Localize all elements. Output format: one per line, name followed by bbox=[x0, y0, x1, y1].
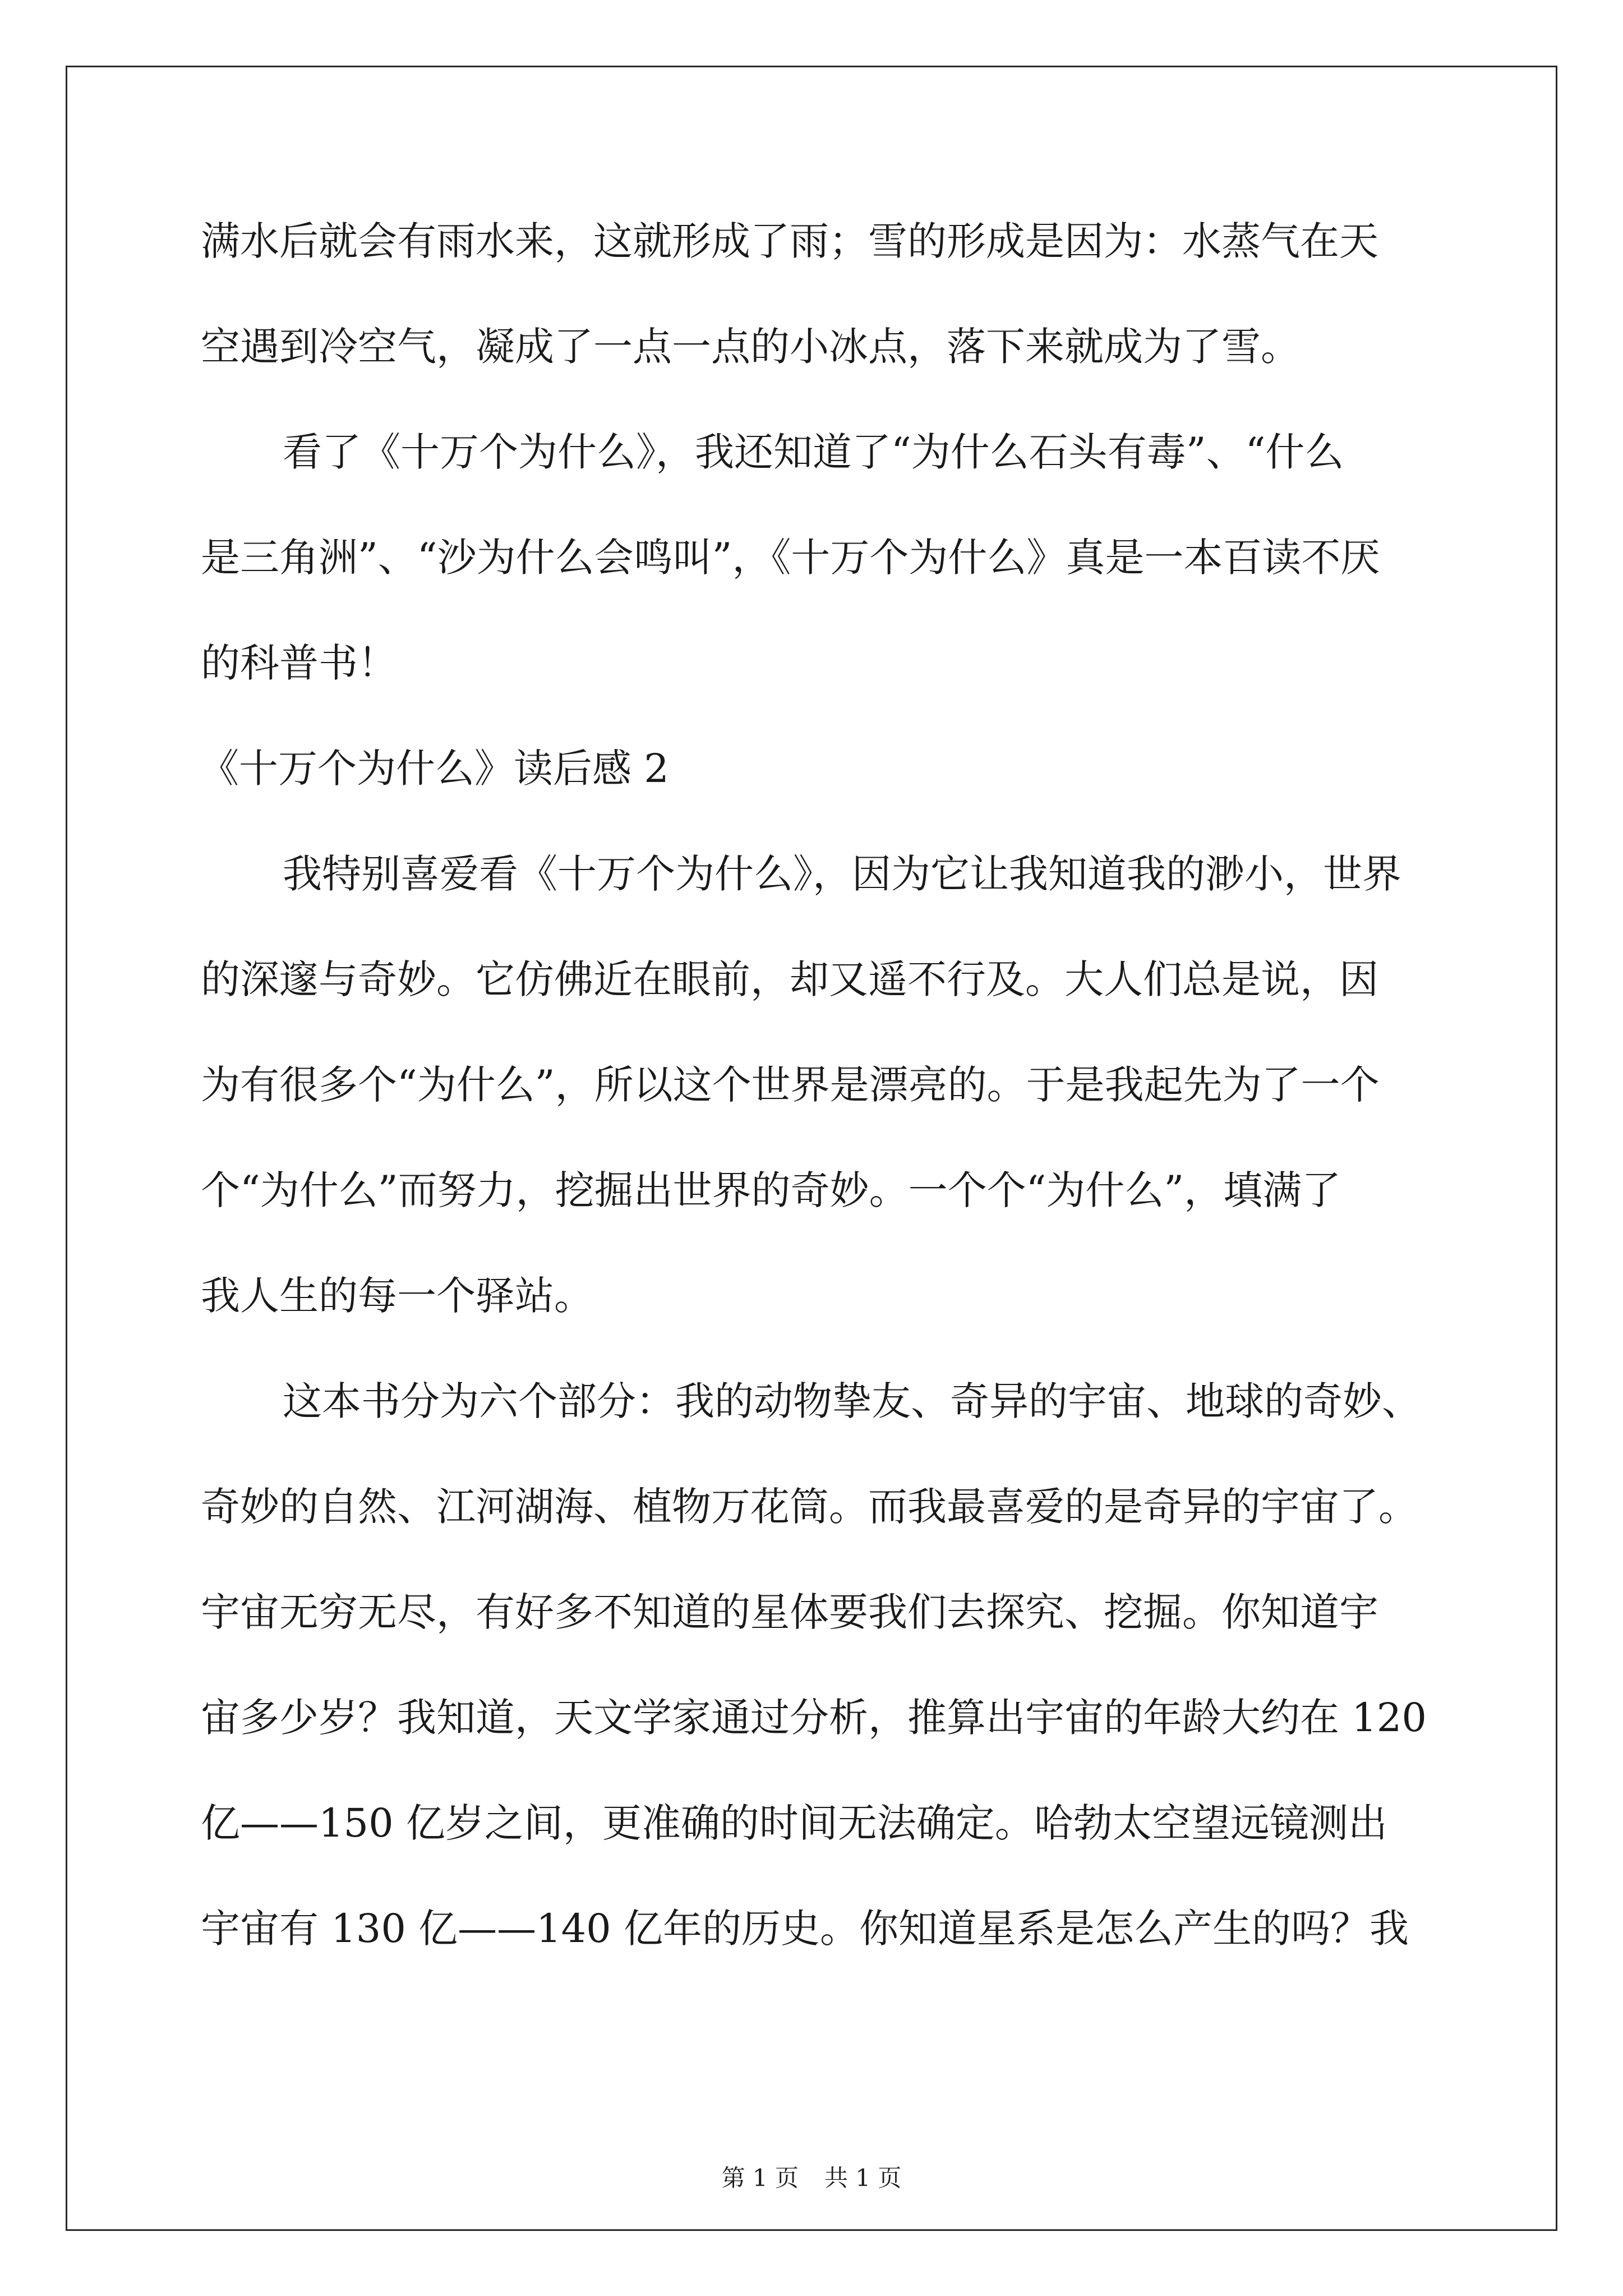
text-line: 空遇到冷空气，凝成了一点一点的小冰点，落下来就成为了雪。 bbox=[201, 324, 1300, 370]
page-total: 共 1 页 bbox=[824, 2164, 902, 2192]
paragraph-start: 这本书分为六个部分：我的动物挚友、奇异的宇宙、地球的奇妙、 bbox=[283, 1378, 1421, 1424]
paragraph-start: 看了《十万个为什么》，我还知道了“为什么石头有毒”、“什么 bbox=[283, 429, 1344, 475]
text-line: 是三角洲”、“沙为什么会鸣叫”，《十万个为什么》真是一本百读不厌 bbox=[201, 535, 1380, 581]
paragraph-start: 我特别喜爱看《十万个为什么》，因为它让我知道我的渺小，世界 bbox=[283, 851, 1401, 897]
text-line: 我人生的每一个驿站。 bbox=[201, 1273, 593, 1319]
text-line: 宙多少岁？我知道，天文学家通过分析，推算出宇宙的年龄大约在 120 bbox=[201, 1695, 1427, 1741]
section-heading: 《十万个为什么》读后感 2 bbox=[200, 746, 669, 792]
text-line: 奇妙的自然、江河湖海、植物万花筒。而我最喜爱的是奇异的宇宙了。 bbox=[201, 1484, 1418, 1530]
page-footer bbox=[0, 2166, 1623, 2190]
document-body bbox=[200, 218, 1435, 2014]
page-number: 第 1 页 bbox=[721, 2164, 799, 2192]
text-line: 为有很多个“为什么”，所以这个世界是漂亮的。于是我起先为了一个 bbox=[201, 1062, 1380, 1108]
text-line: 个“为什么”而努力，挖掘出世界的奇妙。一个个“为什么”，填满了 bbox=[201, 1167, 1341, 1213]
text-line: 的深邃与奇妙。它仿佛近在眼前，却又遥不行及。大人们总是说，因 bbox=[201, 956, 1378, 1002]
text-line: 亿——150 亿岁之间，更准确的时间无法确定。哈勃太空望远镜测出 bbox=[201, 1800, 1387, 1846]
text-line: 的科普书！ bbox=[201, 640, 397, 686]
text-line: 宇宙有 130 亿——140 亿年的历史。你知道星系是怎么产生的吗？我 bbox=[201, 1906, 1409, 1952]
text-line: 满水后就会有雨水来，这就形成了雨；雪的形成是因为：水蒸气在天 bbox=[201, 218, 1378, 264]
text-line: 宇宙无穷无尽，有好多不知道的星体要我们去探究、挖掘。你知道宇 bbox=[201, 1589, 1378, 1635]
